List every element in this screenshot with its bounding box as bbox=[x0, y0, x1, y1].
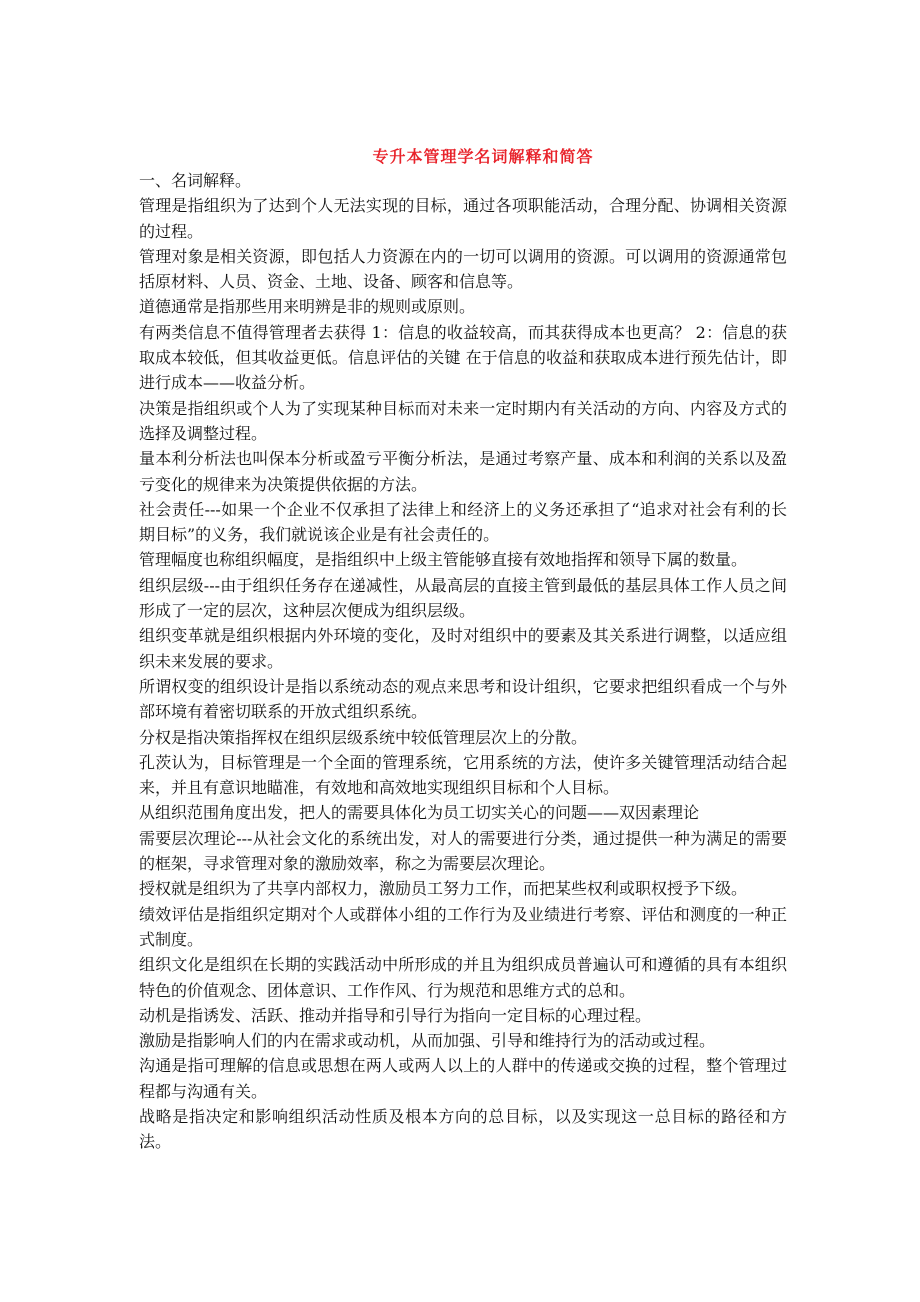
paragraph: 激励是指影响人们的内在需求或动机，从而加强、引导和维持行为的活动或过程。 bbox=[139, 1031, 716, 1051]
paragraph: 管理是指组织为了达到个人无法实现的目标，通过各项职能活动，合理分配、协调相关资源的过程。 bbox=[139, 196, 787, 241]
paragraph: 孔茨认为，目标管理是一个全面的管理系统，它用系统的方法，使许多关键管理活动结合起来，并且有意识地瞄准，有效地和高效地实现组织目标和个人目标。 bbox=[139, 752, 787, 798]
paragraph: 动机是指诱发、活跃、推动并指导和引导行为指向一定目标的心理过程。 bbox=[139, 1005, 652, 1025]
paragraph: 组织变革就是组织根据内外环境的变化，及时对组织中的要素及其关系进行调整，以适应组织未来发展的要求。 bbox=[139, 626, 787, 671]
paragraph: 战略是指决定和影响组织活动性质及根本方向的总目标，以及实现这一总目标的路径和方法。 bbox=[139, 1106, 787, 1152]
paragraph: 社会责任---如果一个企业不仅承担了法律上和经济上的义务还承担了“追求对社会有利的长期目标”的义务，我们就说该企业是有社会责任的。 bbox=[139, 499, 787, 545]
paragraph: 道德通常是指那些用来明辨是非的规则或原则。 bbox=[139, 297, 476, 317]
paragraph: 从组织范围角度出发，把人的需要具体化为员工切实关心的问题——双因素理论 bbox=[139, 803, 700, 823]
paragraph: 组织层级---由于组织任务存在递减性，从最高层的直接主管到最低的基层具体工作人员之间形成了一定的层次，这种层次便成为组织层级。 bbox=[139, 575, 787, 621]
section-heading: 一、名词解释。 bbox=[139, 171, 252, 190]
paragraph: 管理对象是相关资源，即包括人力资源在内的一切可以调用的资源。可以调用的资源通常包括原材料、人员、资金、土地、设备、顾客和信息等。 bbox=[139, 246, 787, 292]
paragraph: 需要层次理论---从社会文化的系统出发，对人的需要进行分类，通过提供一种为满足的需要的框架，寻求管理对象的激励效率，称之为需要层次理论。 bbox=[139, 828, 787, 874]
paragraph: 管理幅度也称组织幅度，是指组织中上级主管能够直接有效地指挥和领导下属的数量。 bbox=[139, 550, 748, 570]
paragraph: 沟通是指可理解的信息或思想在两人或两人以上的人群中的传递或交换的过程，整个管理过程都与沟通有关。 bbox=[139, 1056, 787, 1101]
paragraph: 授权就是组织为了共享内部权力，激励员工努力工作，而把某些权利或职权授予下级。 bbox=[139, 879, 748, 899]
paragraph: 有两类信息不值得管理者去获得 1：信息的收益较高，而其获得成本也更高？ 2：信息的获取成本较低，但其收益更低。信息评估的关键 在于信息的收益和获取成本进行预先估计，即进行成本——收益分析。 bbox=[139, 322, 787, 393]
paragraph: 分权是指决策指挥权在组织层级系统中较低管理层次上的分散。 bbox=[139, 727, 588, 747]
paragraph: 决策是指组织或个人为了实现某种目标而对未来一定时期内有关活动的方向、内容及方式的选择及调整过程。 bbox=[139, 398, 787, 443]
document-title: 专升本管理学名词解释和简答 bbox=[372, 147, 594, 166]
paragraph: 组织文化是组织在长期的实践活动中所形成的并且为组织成员普遍认可和遵循的具有本组织特色的价值观念、团体意识、工作作风、行为规范和思维方式的总和。 bbox=[139, 955, 787, 1000]
paragraph: 所谓权变的组织设计是指以系统动态的观点来思考和设计组织，它要求把组织看成一个与外部环境有着密切联系的开放式组织系统。 bbox=[139, 676, 787, 722]
paragraph: 量本利分析法也叫保本分析或盈亏平衡分析法，是通过考察产量、成本和利润的关系以及盈亏变化的规律来为决策提供依据的方法。 bbox=[139, 449, 787, 494]
paragraph: 绩效评估是指组织定期对个人或群体小组的工作行为及业绩进行考察、评估和测度的一种正式制度。 bbox=[139, 904, 787, 949]
document-page bbox=[139, 146, 787, 1155]
